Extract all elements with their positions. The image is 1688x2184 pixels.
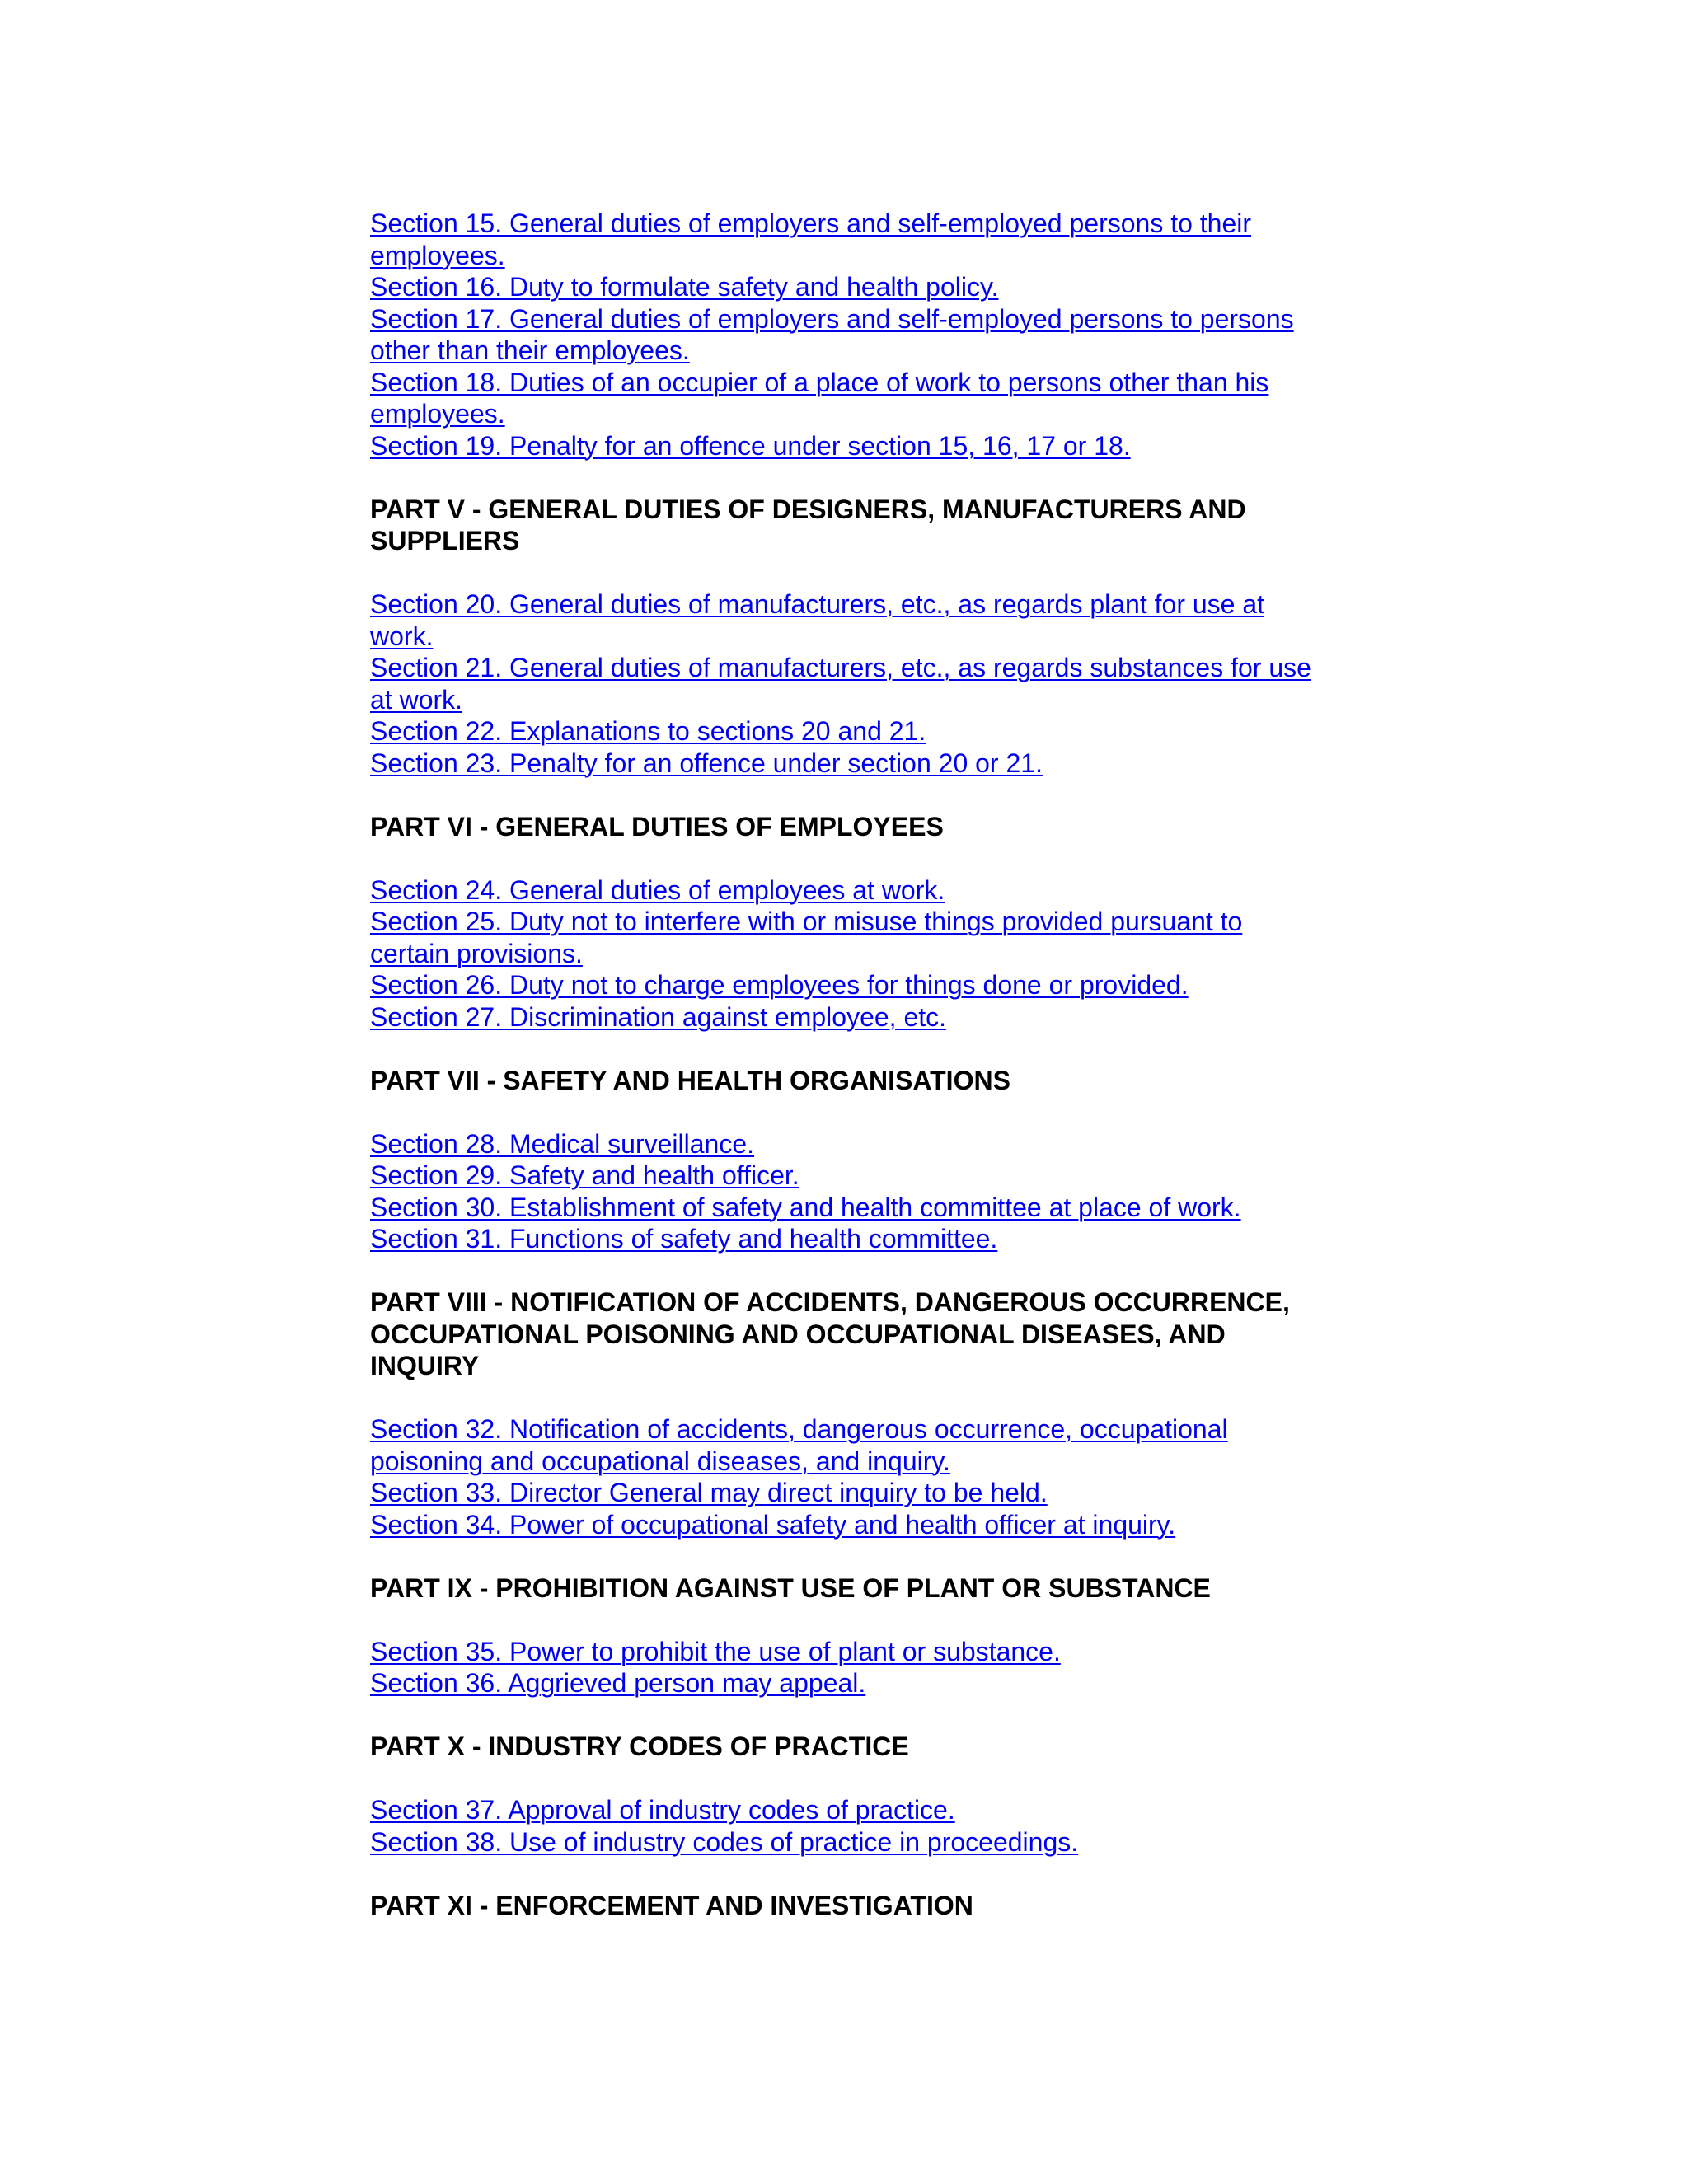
section-link-31[interactable]: Section 31. Functions of safety and health committee. <box>370 1224 998 1254</box>
section-link-33[interactable]: Section 33. Director General may direct inquiry to be held. <box>370 1478 1048 1507</box>
section-link-25[interactable]: Section 25. Duty not to interfere with or misuse things provided pursuant to certain provisions. <box>370 907 1243 968</box>
section-link-15[interactable]: Section 15. General duties of employers and self-employed persons to their employees. <box>370 209 1252 270</box>
section-link-17[interactable]: Section 17. General duties of employers and self-employed persons to persons other than their employees. <box>370 303 1294 365</box>
section-link-38[interactable]: Section 38. Use of industry codes of practice in proceedings. <box>370 1826 1079 1857</box>
section-list <box>370 208 1326 462</box>
section-list <box>370 1128 1326 1255</box>
section-link-19[interactable]: Section 19. Penalty for an offence under section 15, 16, 17 or 18. <box>370 430 1131 461</box>
section-link-32[interactable]: Section 32. Notification of accidents, dangerous occurrence, occupational poisoning and occupational diseases, and inquiry. <box>370 1414 1228 1476</box>
part-heading-vi: PART VI - GENERAL DUTIES OF EMPLOYEES <box>370 811 944 841</box>
section-link-28[interactable]: Section 28. Medical surveillance. <box>370 1128 755 1159</box>
section-link-23[interactable]: Section 23. Penalty for an offence under section 20 or 21. <box>370 748 1043 778</box>
spacer <box>370 1255 1326 1287</box>
spacer <box>370 1699 1326 1732</box>
spacer <box>370 779 1326 811</box>
part-heading-xi: PART XI - ENFORCEMENT AND INVESTIGATION <box>370 1890 973 1920</box>
part-heading-vii: PART VII - SAFETY AND HEALTH ORGANISATIONS <box>370 1065 1010 1095</box>
spacer <box>370 1604 1326 1636</box>
section-link-27[interactable]: Section 27. Discrimination against employee, etc. <box>370 1001 947 1032</box>
section-link-36[interactable]: Section 36. Aggrieved person may appeal. <box>370 1668 866 1698</box>
part-heading-viii: PART VIII - NOTIFICATION OF ACCIDENTS, DANGEROUS OCCURRENCE, OCCUPATIONAL POISONING AND OCCUPATIONAL DISEASES, AND INQUIRY <box>370 1287 1290 1380</box>
section-link-22[interactable]: Section 22. Explanations to sections 20 and 21. <box>370 716 926 746</box>
section-link-35[interactable]: Section 35. Power to prohibit the use of plant or substance. <box>370 1636 1061 1666</box>
spacer <box>370 1540 1326 1572</box>
spacer <box>370 557 1326 589</box>
section-link-18[interactable]: Section 18. Duties of an occupier of a place of work to persons other than his employees. <box>370 367 1269 429</box>
spacer <box>370 1096 1326 1128</box>
section-list <box>370 874 1326 1033</box>
spacer <box>370 1763 1326 1795</box>
section-link-26[interactable]: Section 26. Duty not to charge employees for things done or provided. <box>370 970 1189 1000</box>
section-link-29[interactable]: Section 29. Safety and health officer. <box>370 1160 799 1190</box>
section-list <box>370 1636 1326 1699</box>
spacer <box>370 462 1326 494</box>
section-link-20[interactable]: Section 20. General duties of manufacturers, etc., as regards plant for use at work. <box>370 589 1265 651</box>
section-list <box>370 1794 1326 1858</box>
part-heading-v: PART V - GENERAL DUTIES OF DESIGNERS, MANUFACTURERS AND SUPPLIERS <box>370 494 1246 555</box>
section-list <box>370 1413 1326 1540</box>
section-link-30[interactable]: Section 30. Establishment of safety and health committee at place of work. <box>370 1192 1241 1222</box>
document-page <box>370 208 1326 1921</box>
spacer <box>370 1858 1326 1890</box>
section-link-24[interactable]: Section 24. General duties of employees at work. <box>370 874 945 905</box>
section-link-21[interactable]: Section 21. General duties of manufacturers, etc., as regards substances for use at work. <box>370 653 1311 715</box>
section-link-37[interactable]: Section 37. Approval of industry codes of practice. <box>370 1795 955 1825</box>
section-list <box>370 588 1326 779</box>
spacer <box>370 1382 1326 1414</box>
part-heading-ix: PART IX - PROHIBITION AGAINST USE OF PLANT OR SUBSTANCE <box>370 1572 1211 1603</box>
section-link-34[interactable]: Section 34. Power of occupational safety and health officer at inquiry. <box>370 1509 1176 1540</box>
section-link-16[interactable]: Section 16. Duty to formulate safety and health policy. <box>370 272 999 302</box>
spacer <box>370 1033 1326 1065</box>
spacer <box>370 842 1326 874</box>
part-heading-x: PART X - INDUSTRY CODES OF PRACTICE <box>370 1732 909 1761</box>
